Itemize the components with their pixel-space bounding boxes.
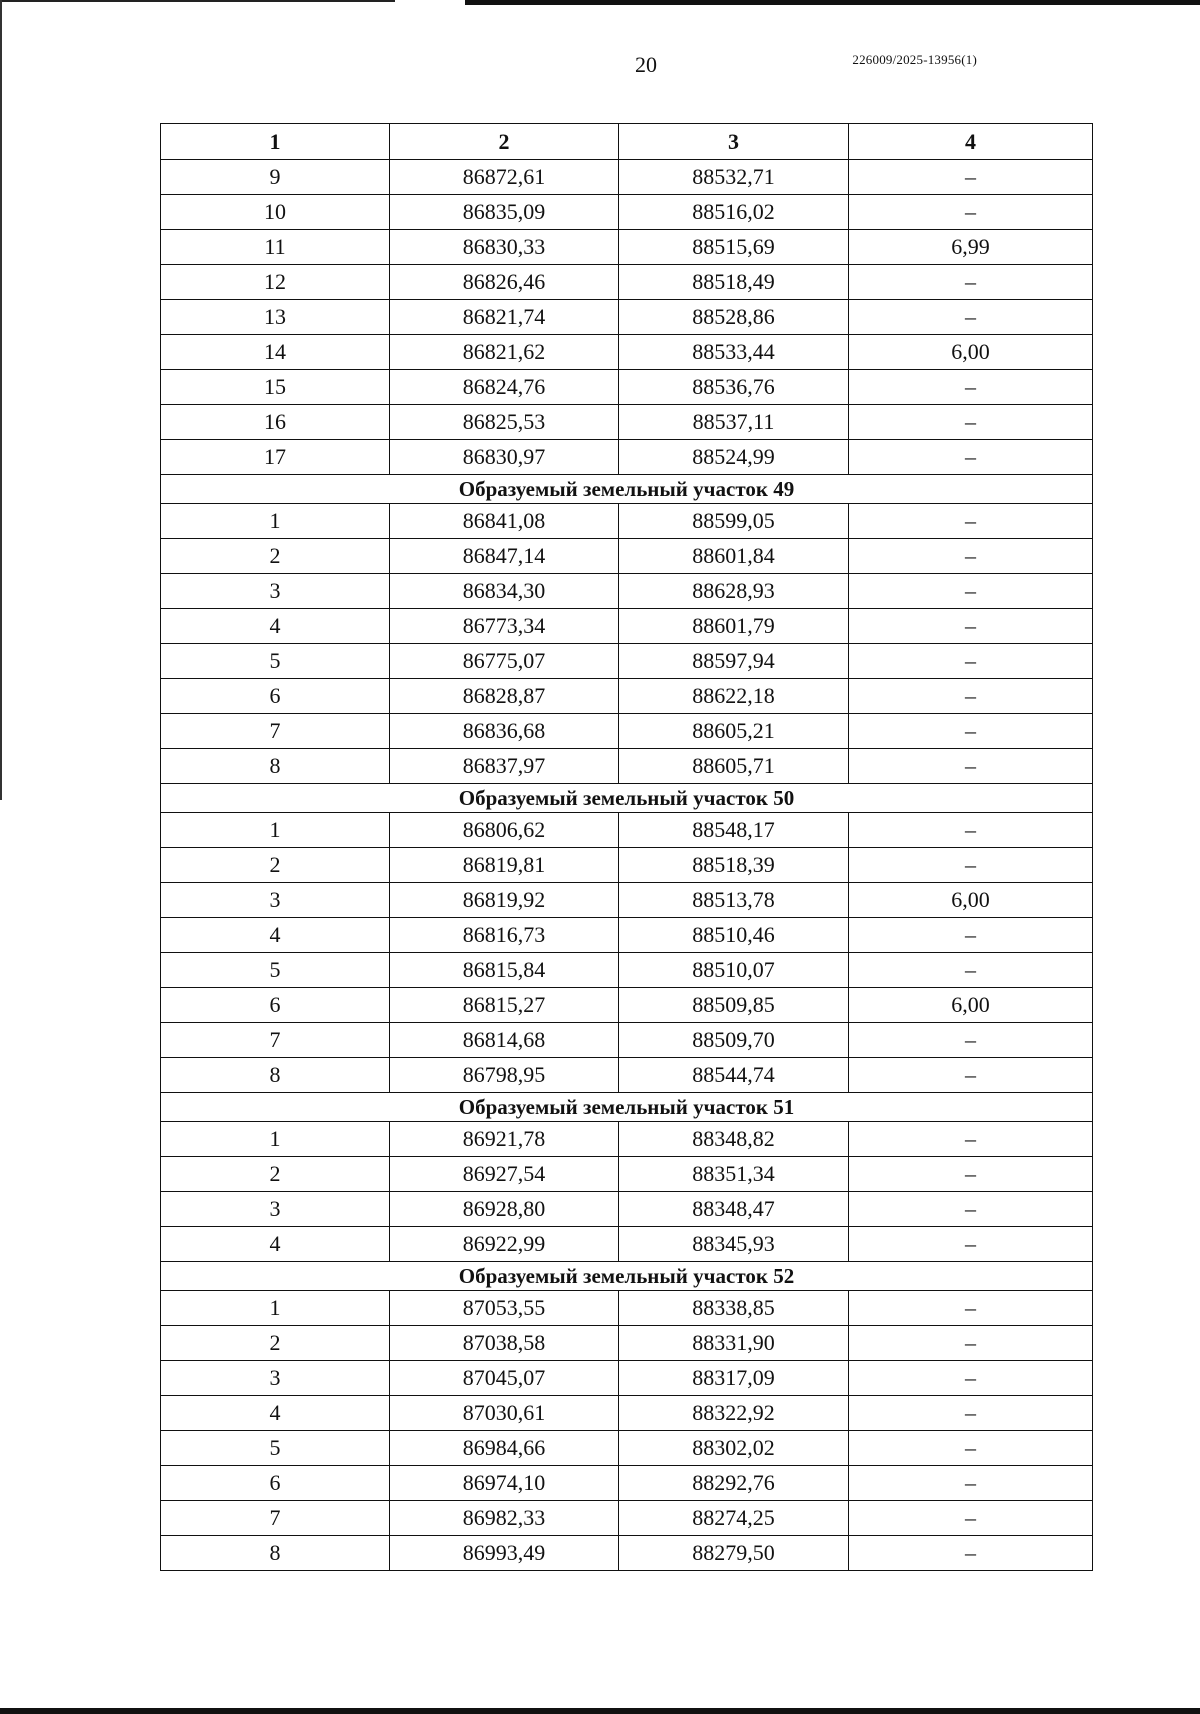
- scan-border-top-right: [465, 0, 1200, 5]
- y-coordinate-cell: 88345,93: [619, 1227, 849, 1262]
- value-cell: 6,99: [849, 230, 1093, 265]
- table-row: [161, 1157, 1093, 1192]
- section-title: Образуемый земельный участок 51: [161, 1093, 1093, 1122]
- value-cell: –: [849, 370, 1093, 405]
- column-header-2: 2: [390, 124, 619, 160]
- y-coordinate-cell: 88518,49: [619, 265, 849, 300]
- point-number-cell: 7: [161, 714, 390, 749]
- y-coordinate-cell: 88348,82: [619, 1122, 849, 1157]
- table-row: [161, 1431, 1093, 1466]
- y-coordinate-cell: 88537,11: [619, 405, 849, 440]
- value-cell: –: [849, 1122, 1093, 1157]
- point-number-cell: 1: [161, 1291, 390, 1326]
- value-cell: –: [849, 714, 1093, 749]
- point-number-cell: 6: [161, 988, 390, 1023]
- coordinates-table-container: [160, 123, 1092, 1571]
- table-row: [161, 953, 1093, 988]
- y-coordinate-cell: 88274,25: [619, 1501, 849, 1536]
- x-coordinate-cell: 86828,87: [390, 679, 619, 714]
- point-number-cell: 5: [161, 644, 390, 679]
- y-coordinate-cell: 88597,94: [619, 644, 849, 679]
- x-coordinate-cell: 86830,33: [390, 230, 619, 265]
- table-row: [161, 230, 1093, 265]
- point-number-cell: 4: [161, 609, 390, 644]
- x-coordinate-cell: 86834,30: [390, 574, 619, 609]
- table-row: [161, 679, 1093, 714]
- value-cell: –: [849, 1501, 1093, 1536]
- x-coordinate-cell: 86928,80: [390, 1192, 619, 1227]
- value-cell: 6,00: [849, 988, 1093, 1023]
- point-number-cell: 3: [161, 883, 390, 918]
- table-row: [161, 918, 1093, 953]
- value-cell: –: [849, 1227, 1093, 1262]
- x-coordinate-cell: 86921,78: [390, 1122, 619, 1157]
- table-row: [161, 1361, 1093, 1396]
- section-title-row: [161, 784, 1093, 813]
- y-coordinate-cell: 88528,86: [619, 300, 849, 335]
- y-coordinate-cell: 88601,84: [619, 539, 849, 574]
- y-coordinate-cell: 88509,70: [619, 1023, 849, 1058]
- point-number-cell: 1: [161, 813, 390, 848]
- x-coordinate-cell: 87053,55: [390, 1291, 619, 1326]
- value-cell: –: [849, 1396, 1093, 1431]
- section-title-row: [161, 475, 1093, 504]
- table-row: [161, 1326, 1093, 1361]
- page-number: 20: [635, 52, 657, 77]
- table-row: [161, 1023, 1093, 1058]
- point-number-cell: 5: [161, 1431, 390, 1466]
- y-coordinate-cell: 88322,92: [619, 1396, 849, 1431]
- y-coordinate-cell: 88548,17: [619, 813, 849, 848]
- table-row: [161, 1396, 1093, 1431]
- value-cell: –: [849, 644, 1093, 679]
- table-row: [161, 1501, 1093, 1536]
- x-coordinate-cell: 86993,49: [390, 1536, 619, 1571]
- table-row: [161, 160, 1093, 195]
- point-number-cell: 5: [161, 953, 390, 988]
- table-row: [161, 1122, 1093, 1157]
- y-coordinate-cell: 88279,50: [619, 1536, 849, 1571]
- table-row: [161, 370, 1093, 405]
- point-number-cell: 2: [161, 848, 390, 883]
- point-number-cell: 8: [161, 749, 390, 784]
- value-cell: –: [849, 749, 1093, 784]
- y-coordinate-cell: 88515,69: [619, 230, 849, 265]
- point-number-cell: 2: [161, 539, 390, 574]
- point-number-cell: 2: [161, 1157, 390, 1192]
- y-coordinate-cell: 88513,78: [619, 883, 849, 918]
- x-coordinate-cell: 86819,92: [390, 883, 619, 918]
- x-coordinate-cell: 86836,68: [390, 714, 619, 749]
- y-coordinate-cell: 88601,79: [619, 609, 849, 644]
- value-cell: –: [849, 1536, 1093, 1571]
- header-row: [161, 124, 1093, 160]
- table-row: [161, 300, 1093, 335]
- x-coordinate-cell: 86927,54: [390, 1157, 619, 1192]
- value-cell: –: [849, 405, 1093, 440]
- table-row: [161, 504, 1093, 539]
- scan-border-bottom: [0, 1708, 1200, 1714]
- value-cell: –: [849, 953, 1093, 988]
- table-header: [161, 124, 1093, 160]
- y-coordinate-cell: 88302,02: [619, 1431, 849, 1466]
- section-title: Образуемый земельный участок 52: [161, 1262, 1093, 1291]
- point-number-cell: 13: [161, 300, 390, 335]
- point-number-cell: 3: [161, 1361, 390, 1396]
- point-number-cell: 12: [161, 265, 390, 300]
- point-number-cell: 4: [161, 1396, 390, 1431]
- x-coordinate-cell: 86922,99: [390, 1227, 619, 1262]
- point-number-cell: 1: [161, 1122, 390, 1157]
- point-number-cell: 7: [161, 1023, 390, 1058]
- value-cell: –: [849, 609, 1093, 644]
- section-title: Образуемый земельный участок 50: [161, 784, 1093, 813]
- table-row: [161, 1192, 1093, 1227]
- point-number-cell: 14: [161, 335, 390, 370]
- table-row: [161, 988, 1093, 1023]
- x-coordinate-cell: 86824,76: [390, 370, 619, 405]
- x-coordinate-cell: 86830,97: [390, 440, 619, 475]
- table-row: [161, 1466, 1093, 1501]
- column-header-4: 4: [849, 124, 1093, 160]
- column-header-3: 3: [619, 124, 849, 160]
- value-cell: –: [849, 918, 1093, 953]
- point-number-cell: 15: [161, 370, 390, 405]
- x-coordinate-cell: 86984,66: [390, 1431, 619, 1466]
- value-cell: –: [849, 1023, 1093, 1058]
- x-coordinate-cell: 86814,68: [390, 1023, 619, 1058]
- column-header-1: 1: [161, 124, 390, 160]
- value-cell: –: [849, 1157, 1093, 1192]
- value-cell: –: [849, 160, 1093, 195]
- table-row: [161, 644, 1093, 679]
- value-cell: –: [849, 574, 1093, 609]
- point-number-cell: 1: [161, 504, 390, 539]
- table-row: [161, 848, 1093, 883]
- x-coordinate-cell: 87038,58: [390, 1326, 619, 1361]
- x-coordinate-cell: 86816,73: [390, 918, 619, 953]
- y-coordinate-cell: 88536,76: [619, 370, 849, 405]
- y-coordinate-cell: 88533,44: [619, 335, 849, 370]
- table-row: [161, 539, 1093, 574]
- point-number-cell: 6: [161, 679, 390, 714]
- table-row: [161, 749, 1093, 784]
- x-coordinate-cell: 86798,95: [390, 1058, 619, 1093]
- y-coordinate-cell: 88532,71: [619, 160, 849, 195]
- section-title: Образуемый земельный участок 49: [161, 475, 1093, 504]
- x-coordinate-cell: 86821,74: [390, 300, 619, 335]
- section-title-row: [161, 1262, 1093, 1291]
- x-coordinate-cell: 86847,14: [390, 539, 619, 574]
- value-cell: –: [849, 1431, 1093, 1466]
- value-cell: –: [849, 679, 1093, 714]
- y-coordinate-cell: 88544,74: [619, 1058, 849, 1093]
- x-coordinate-cell: 87030,61: [390, 1396, 619, 1431]
- point-number-cell: 3: [161, 1192, 390, 1227]
- y-coordinate-cell: 88524,99: [619, 440, 849, 475]
- value-cell: –: [849, 1192, 1093, 1227]
- x-coordinate-cell: 86815,84: [390, 953, 619, 988]
- value-cell: –: [849, 1058, 1093, 1093]
- x-coordinate-cell: 86775,07: [390, 644, 619, 679]
- y-coordinate-cell: 88605,71: [619, 749, 849, 784]
- scan-border-left: [0, 0, 2, 800]
- x-coordinate-cell: 86825,53: [390, 405, 619, 440]
- point-number-cell: 17: [161, 440, 390, 475]
- table-row: [161, 609, 1093, 644]
- value-cell: –: [849, 300, 1093, 335]
- value-cell: –: [849, 1361, 1093, 1396]
- point-number-cell: 11: [161, 230, 390, 265]
- y-coordinate-cell: 88605,21: [619, 714, 849, 749]
- value-cell: –: [849, 1326, 1093, 1361]
- point-number-cell: 7: [161, 1501, 390, 1536]
- y-coordinate-cell: 88622,18: [619, 679, 849, 714]
- y-coordinate-cell: 88331,90: [619, 1326, 849, 1361]
- y-coordinate-cell: 88516,02: [619, 195, 849, 230]
- table-row: [161, 1536, 1093, 1571]
- x-coordinate-cell: 86974,10: [390, 1466, 619, 1501]
- x-coordinate-cell: 86819,81: [390, 848, 619, 883]
- value-cell: –: [849, 813, 1093, 848]
- table-body: [161, 160, 1093, 1571]
- y-coordinate-cell: 88292,76: [619, 1466, 849, 1501]
- x-coordinate-cell: 86773,34: [390, 609, 619, 644]
- point-number-cell: 6: [161, 1466, 390, 1501]
- y-coordinate-cell: 88351,34: [619, 1157, 849, 1192]
- y-coordinate-cell: 88509,85: [619, 988, 849, 1023]
- table-row: [161, 1058, 1093, 1093]
- value-cell: –: [849, 848, 1093, 883]
- x-coordinate-cell: 86872,61: [390, 160, 619, 195]
- point-number-cell: 8: [161, 1536, 390, 1571]
- y-coordinate-cell: 88348,47: [619, 1192, 849, 1227]
- table-row: [161, 813, 1093, 848]
- x-coordinate-cell: 86826,46: [390, 265, 619, 300]
- point-number-cell: 16: [161, 405, 390, 440]
- x-coordinate-cell: 86815,27: [390, 988, 619, 1023]
- document-id: 226009/2025-13956(1): [852, 52, 977, 67]
- table-row: [161, 574, 1093, 609]
- x-coordinate-cell: 86806,62: [390, 813, 619, 848]
- y-coordinate-cell: 88317,09: [619, 1361, 849, 1396]
- value-cell: 6,00: [849, 335, 1093, 370]
- coordinates-table: [160, 123, 1093, 1571]
- x-coordinate-cell: 87045,07: [390, 1361, 619, 1396]
- table-row: [161, 440, 1093, 475]
- value-cell: –: [849, 539, 1093, 574]
- section-title-row: [161, 1093, 1093, 1122]
- y-coordinate-cell: 88338,85: [619, 1291, 849, 1326]
- x-coordinate-cell: 86841,08: [390, 504, 619, 539]
- x-coordinate-cell: 86821,62: [390, 335, 619, 370]
- table-row: [161, 883, 1093, 918]
- x-coordinate-cell: 86837,97: [390, 749, 619, 784]
- table-row: [161, 405, 1093, 440]
- table-row: [161, 195, 1093, 230]
- y-coordinate-cell: 88518,39: [619, 848, 849, 883]
- x-coordinate-cell: 86982,33: [390, 1501, 619, 1536]
- x-coordinate-cell: 86835,09: [390, 195, 619, 230]
- value-cell: –: [849, 504, 1093, 539]
- value-cell: 6,00: [849, 883, 1093, 918]
- y-coordinate-cell: 88628,93: [619, 574, 849, 609]
- table-row: [161, 714, 1093, 749]
- value-cell: –: [849, 440, 1093, 475]
- table-row: [161, 265, 1093, 300]
- table-row: [161, 1227, 1093, 1262]
- point-number-cell: 9: [161, 160, 390, 195]
- value-cell: –: [849, 265, 1093, 300]
- value-cell: –: [849, 1291, 1093, 1326]
- value-cell: –: [849, 195, 1093, 230]
- point-number-cell: 4: [161, 1227, 390, 1262]
- table-row: [161, 1291, 1093, 1326]
- value-cell: –: [849, 1466, 1093, 1501]
- scan-border-top-left: [0, 0, 395, 2]
- point-number-cell: 2: [161, 1326, 390, 1361]
- point-number-cell: 8: [161, 1058, 390, 1093]
- point-number-cell: 10: [161, 195, 390, 230]
- point-number-cell: 4: [161, 918, 390, 953]
- table-row: [161, 335, 1093, 370]
- y-coordinate-cell: 88510,46: [619, 918, 849, 953]
- y-coordinate-cell: 88510,07: [619, 953, 849, 988]
- y-coordinate-cell: 88599,05: [619, 504, 849, 539]
- point-number-cell: 3: [161, 574, 390, 609]
